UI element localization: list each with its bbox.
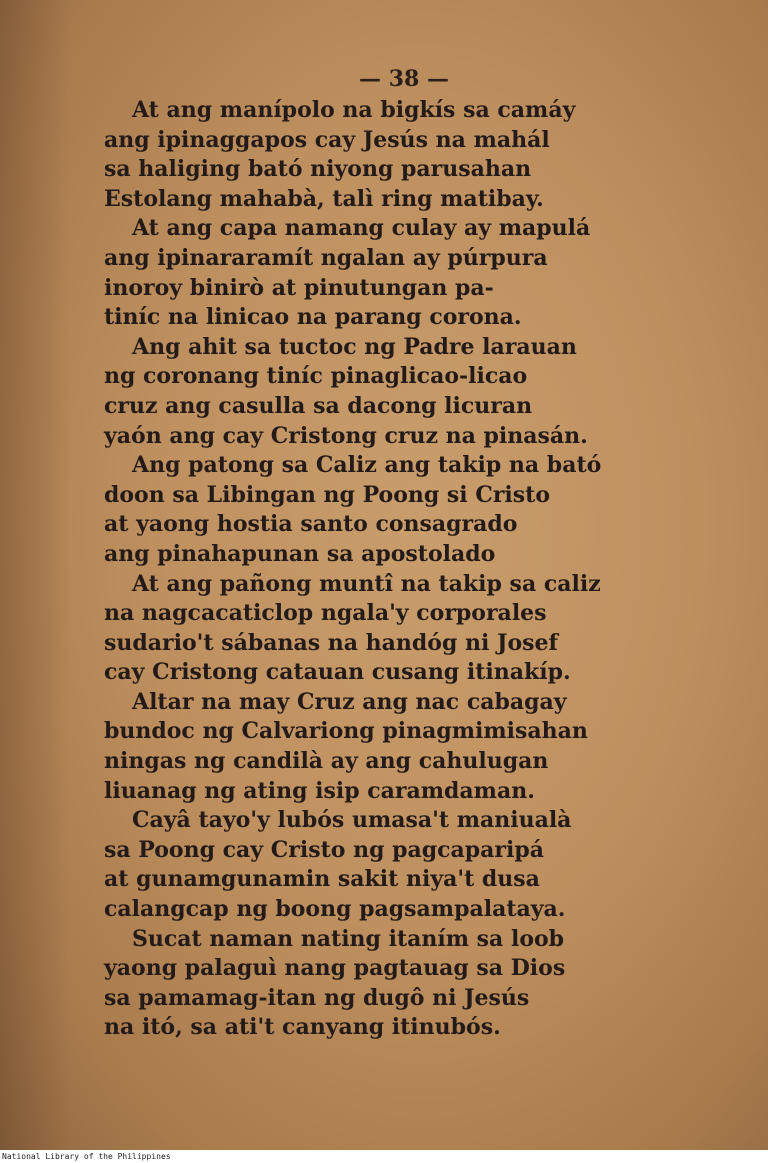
poem-line: Sucat naman nating itaním sa loob (132, 925, 565, 952)
stanza (104, 570, 704, 688)
poem-line: at yaong hostia santo consagrado (104, 511, 518, 538)
stanza (104, 925, 704, 1043)
poem-line: At ang capa namang culay ay mapulá (132, 215, 591, 242)
poem-line: tiníc na linicao na parang corona. (104, 304, 522, 331)
poem-line: liuanag ng ating isip caramdaman. (104, 777, 535, 804)
poem-line: inoroy binirò at pinutungan pa- (104, 274, 494, 301)
poem-line: doon sa Libingan ng Poong si Cristo (104, 481, 550, 508)
poem-line: yaong palaguì nang pagtauag sa Dios (104, 955, 566, 982)
poem-body (104, 96, 704, 1043)
poem-line: cay Cristong catauan cusang itinakíp. (104, 659, 571, 686)
poem-line: cruz ang casulla sa dacong licuran (104, 392, 533, 419)
poem-line: na itó, sa ati't canyang itinubós. (104, 1014, 501, 1041)
poem-line: at gunamgunamin sakit niya't dusa (104, 866, 540, 893)
footer-credit: National Library of the Philippines (0, 1150, 768, 1163)
stanza (104, 214, 704, 332)
poem-line: sudario't sábanas na handóg ni Josef (104, 629, 558, 656)
stanza (104, 96, 704, 214)
poem-line: Ang ahit sa tuctoc ng Padre larauan (132, 333, 577, 360)
stanza (104, 333, 704, 451)
poem-line: At ang pañong muntî na takip sa caliz (132, 570, 601, 597)
page-number: — 38 — (359, 66, 449, 92)
poem-line: Ang patong sa Caliz ang takip na bató (132, 452, 602, 479)
poem-line: calangcap ng boong pagsampalataya. (104, 896, 566, 923)
poem-line: bundoc ng Calvariong pinagmimisahan (104, 718, 588, 745)
poem-line: At ang manípolo na bigkís sa camáy (132, 97, 576, 123)
poem-line: ang ipinaggapos cay Jesús na mahál (104, 126, 550, 153)
poem-line: ang pinahapunan sa apostolado (104, 540, 496, 567)
poem-line: sa Poong cay Cristo ng pagcaparipá (104, 836, 544, 863)
poem-line: Cayâ tayo'y lubós umasa't maniualà (132, 807, 572, 834)
poem-line: Altar na may Cruz ang nac cabagay (132, 688, 567, 715)
poem-line: sa pamamag-itan ng dugô ni Jesús (104, 984, 530, 1011)
stanza (104, 688, 704, 806)
poem-line: ang ipinararamít ngalan ay púrpura (104, 244, 548, 271)
poem-line: yaón ang cay Cristong cruz na pinasán. (104, 422, 588, 449)
poem-line: na nagcacaticlop ngala'y corporales (104, 600, 547, 627)
poem-line: sa haliging bató niyong parusahan (104, 156, 532, 183)
stanza (104, 451, 704, 569)
poem-line: Estolang mahabà, talì ring matibay. (104, 185, 544, 212)
stanza (104, 806, 704, 924)
poem-line: ningas ng candilà ay ang cahulugan (104, 748, 549, 775)
poem-line: ng coronang tiníc pinaglicao-licao (104, 363, 528, 390)
